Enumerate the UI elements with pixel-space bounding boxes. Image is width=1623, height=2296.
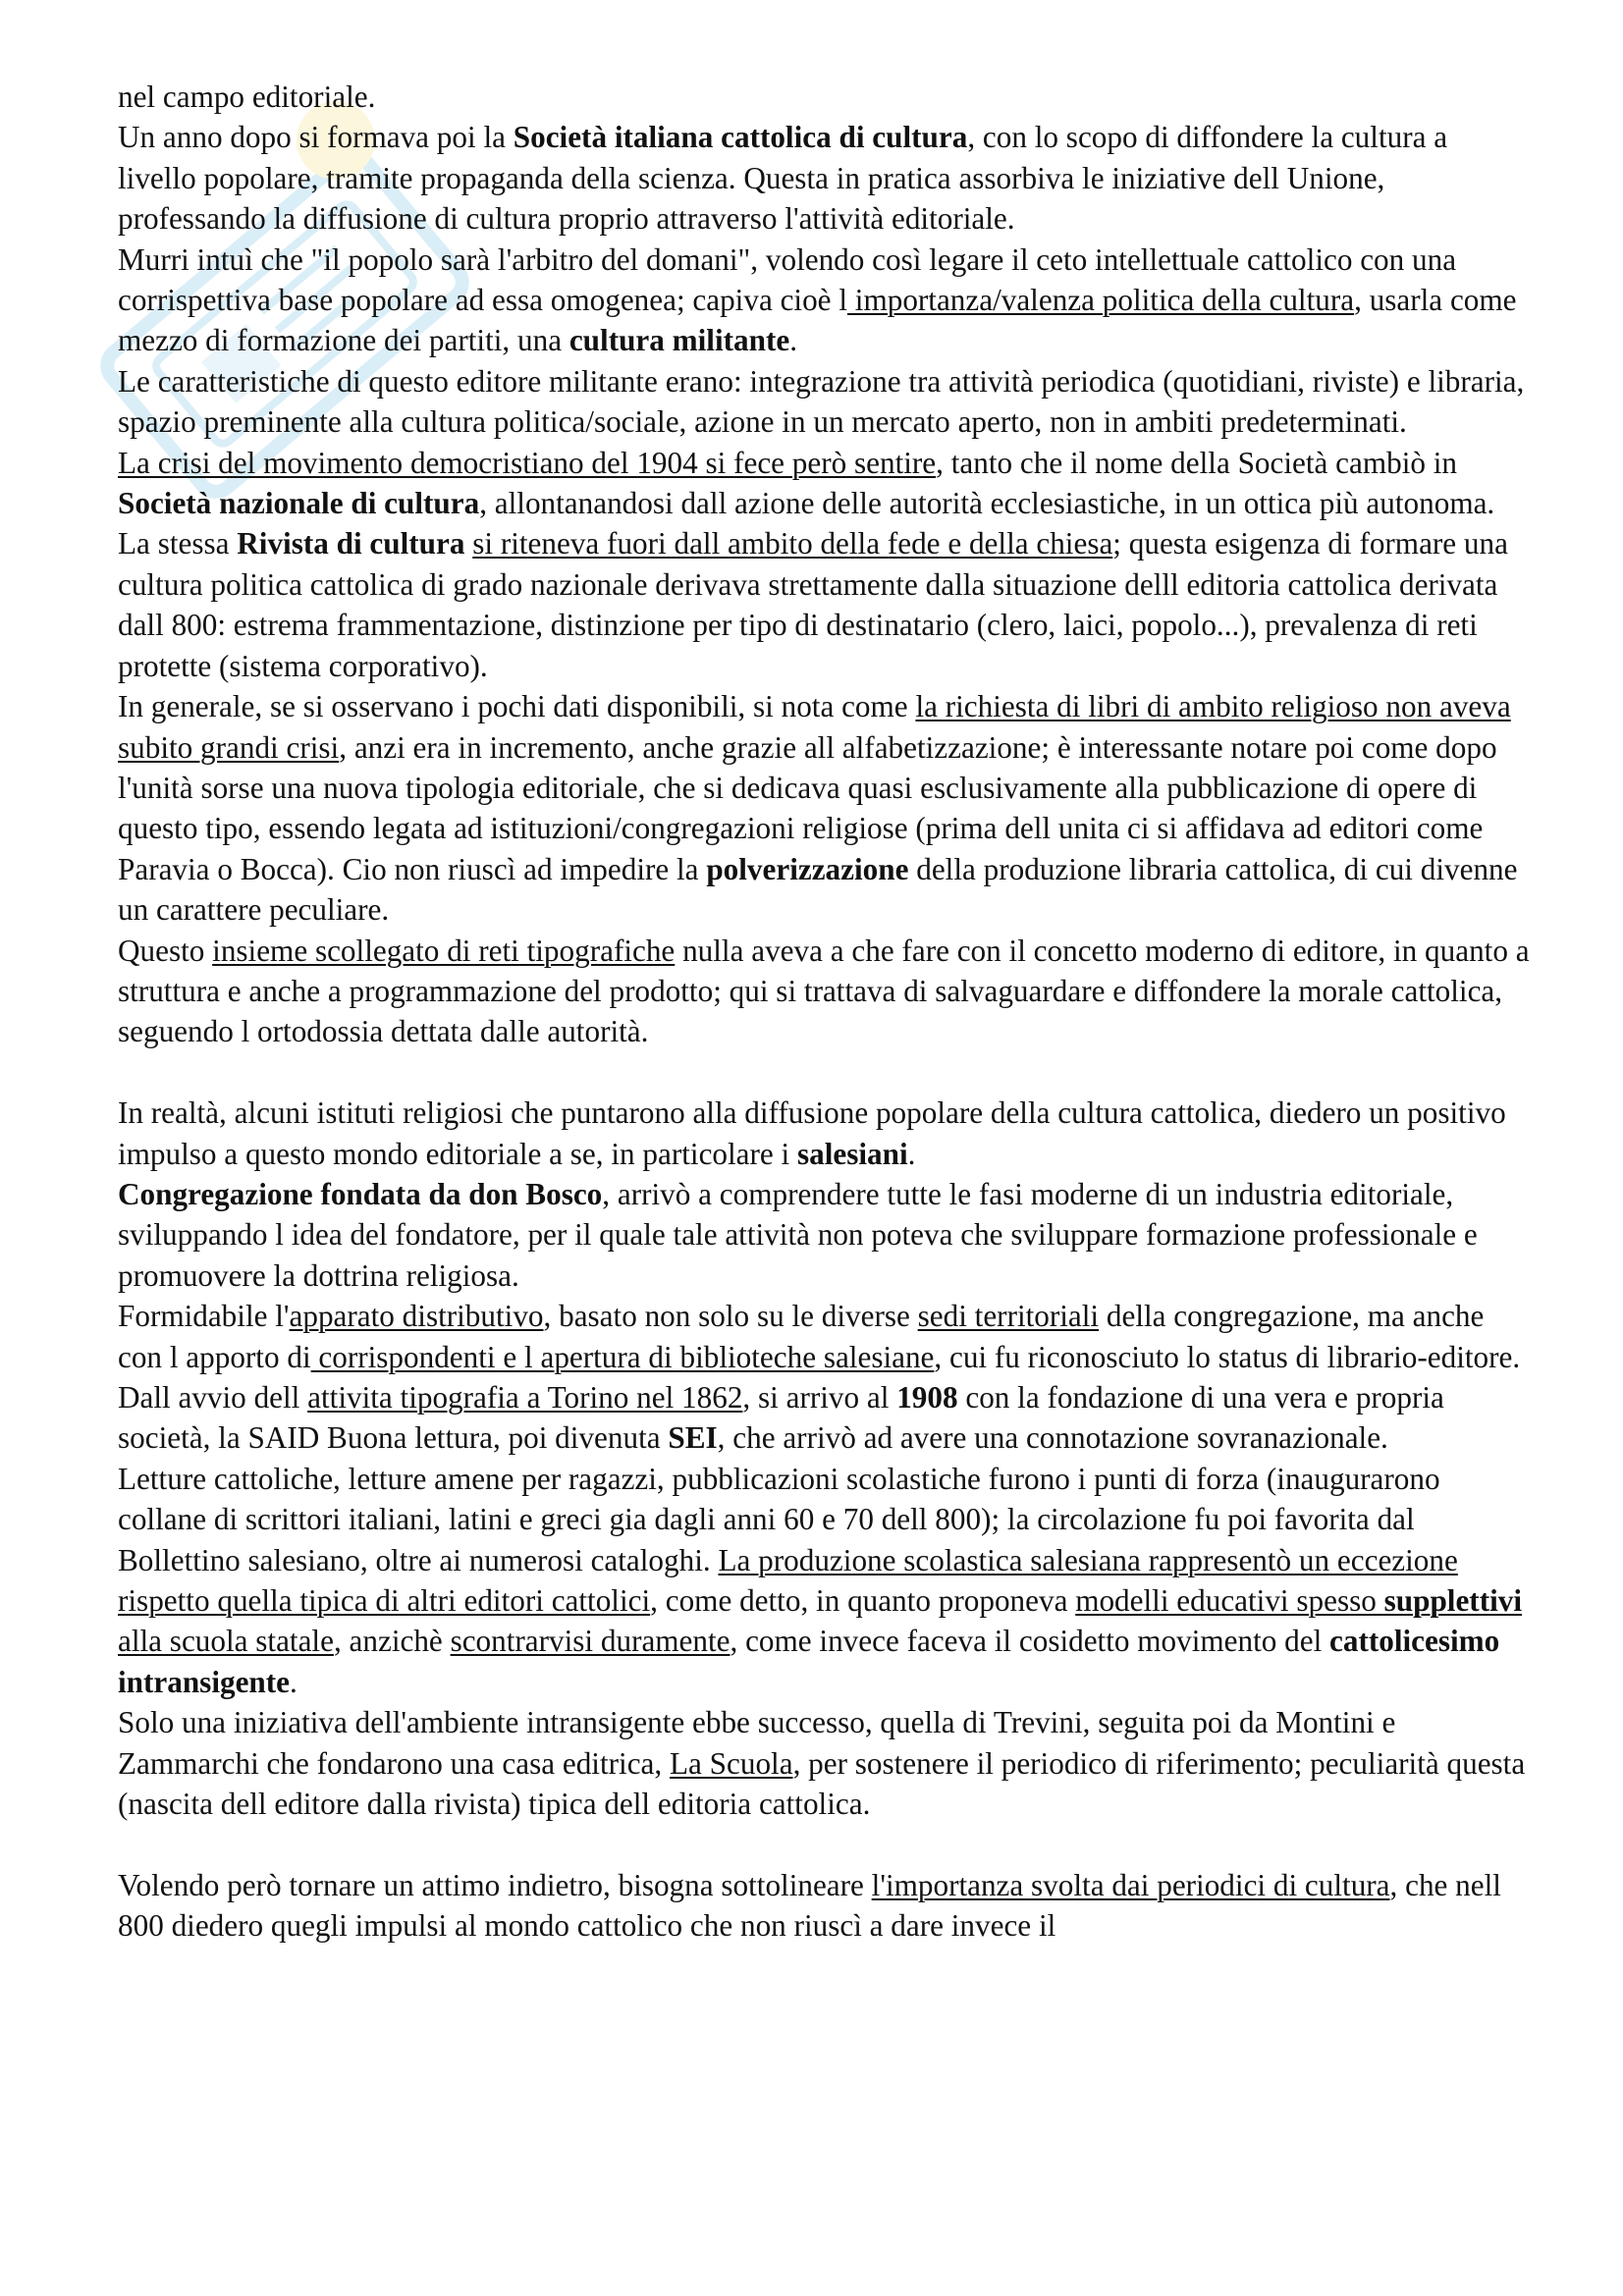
text-run: , anzichè: [333, 1624, 451, 1659]
text-run: ; questa esigenza di formare una cultura politica cattolica di grado nazionale derivava strettamente dalla situazione delll editoria cattolica derivata dall 800: estrema frammentazione, distinzione per tipo di destinatario (clero, laici, popolo...), prevalenza di reti protette (sistema corporativo).: [118, 526, 1508, 683]
paragraph: [118, 686, 1532, 930]
text-run: , allontanandosi dall azione delle autorità ecclesiastiche, in un ottica più autonoma. La stessa: [118, 486, 1495, 561]
paragraph: [118, 1702, 1532, 1824]
text-run: In realtà, alcuni istituti religiosi che puntarono alla diffusione popolare della cultura cattolica, diedero un positivo impulso a questo mondo editoriale a se, in particolare i: [118, 1095, 1506, 1171]
underlined-text: La produzione scolastica salesiana rappresentò un eccezione rispetto quella tipica di altri editori cattolici: [118, 1542, 1458, 1619]
bold-text: 1908: [896, 1379, 958, 1415]
underlined-text: modelli educativi spesso: [1075, 1583, 1384, 1619]
text-run: Solo una iniziativa dell'ambiente intransigente ebbe successo, quella di Trevini, seguita poi da Montini e Zammarchi che fondarono una casa editrica,: [118, 1705, 1396, 1781]
text-run: , usarla come mezzo di formazione dei partiti, una: [118, 283, 1517, 358]
text-run: con la fondazione di una vera e propria società, la SAID Buona lettura, poi divenuta: [118, 1379, 1444, 1456]
paragraph: [118, 931, 1532, 1052]
text-run: Le caratteristiche di questo editore militante erano: integrazione tra attività periodica (quotidiani, riviste) e libraria, spazio preminente alla cultura politica/sociale, azione in un mercato aperto, non in ambiti predeterminati.: [118, 363, 1525, 440]
text-run: nulla aveva a che fare con il concetto moderno di editore, in quanto a struttura e anche a programmazione del prodotto; qui si trattava di salvaguardare e diffondere la morale cattolica, seguendo l ortodossia dettata dalle autorità.: [118, 933, 1530, 1049]
paragraph: [118, 1865, 1532, 1947]
underlined-text: alla scuola statale: [118, 1624, 334, 1659]
paragraph-gap: [118, 1824, 1532, 1864]
bold-text: cultura militante: [568, 323, 790, 358]
underlined-text: importanza/valenza politica della cultura: [847, 283, 1355, 318]
text-run: , come invece faceva il cosidetto movimento del: [730, 1624, 1330, 1659]
underlined-text: attivita tipografia a Torino nel 1862: [307, 1379, 743, 1415]
text-run: Volendo però tornare un attimo indietro, bisogna sottolineare: [118, 1867, 872, 1902]
text-run: In generale, se si osservano i pochi dati disponibili, si nota come: [118, 689, 916, 724]
paragraph: [118, 117, 1532, 239]
underlined-text: sedi territoriali: [917, 1299, 1100, 1334]
underlined-text: scontrarvisi duramente: [450, 1624, 730, 1659]
text-run: Dall avvio dell: [118, 1379, 308, 1415]
bold-text: polverizzazione: [706, 851, 909, 886]
text-run: , che nell 800 diedero quegli impulsi al mondo cattolico che non riuscì a dare invece il: [118, 1867, 1501, 1944]
text-run: .: [907, 1136, 916, 1171]
paragraph: [118, 1377, 1532, 1459]
text-run: .: [290, 1664, 298, 1699]
underlined-text: corrispondenti e l apertura di biblioteche salesiane: [310, 1339, 935, 1374]
underlined-text: l'importanza svolta dai periodici di cultura: [871, 1867, 1390, 1902]
text-run: , basato non solo su le diverse: [543, 1299, 918, 1334]
paragraph: [118, 77, 1532, 117]
text-run: Formidabile l': [118, 1299, 290, 1334]
paragraph: [118, 361, 1532, 443]
underlined-text: apparato distributivo: [289, 1299, 544, 1334]
bold-text: SEI: [668, 1420, 718, 1456]
paragraph: [118, 240, 1532, 361]
text-run: , cui fu riconosciuto lo status di librario-editore.: [934, 1339, 1521, 1374]
bold-text: cattolicesimo intransigente: [118, 1624, 1500, 1699]
paragraph: [118, 443, 1532, 686]
underlined-text: si riteneva fuori dall ambito della fede e della chiesa: [472, 526, 1113, 561]
document-body: [118, 77, 1532, 1947]
text-run: , come detto, in quanto proponeva: [650, 1583, 1076, 1619]
text-run: Questo: [118, 933, 213, 968]
text-run: Murri intuì che "il popolo sarà l'arbitro del domani", volendo così legare il ceto intellettuale cattolico con una corrispettiva base popolare ad essa omogenea; capiva cioè l: [118, 241, 1457, 318]
underlined-text: La crisi del movimento democristiano del 1904 si fece però sentire: [118, 445, 937, 480]
paragraph: [118, 1174, 1532, 1296]
paragraph: [118, 1459, 1532, 1702]
bold-text: Rivista di cultura: [237, 526, 465, 561]
bold-text: Società italiana cattolica di cultura: [513, 120, 968, 155]
text-run: della congregazione, ma anche con l apporto di: [118, 1299, 1485, 1374]
paragraph: [118, 1296, 1532, 1377]
text-run: .: [789, 323, 797, 358]
text-run: nel campo editoriale.: [118, 80, 376, 114]
text-run: , che arrivò ad avere una connotazione sovranazionale.: [717, 1420, 1388, 1456]
underlined-text: La Scuola: [669, 1745, 793, 1781]
text-run: , arrivò a comprendere tutte le fasi moderne di un industria editoriale, sviluppando l idea del fondatore, per il quale tale attività non poteva che sviluppare formazione professionale e promuovere la dottrina religiosa.: [118, 1176, 1478, 1293]
underlined-text: la richiesta di libri di ambito religioso non aveva subito grandi crisi: [118, 689, 1511, 765]
bold-text: Società nazionale di cultura: [118, 486, 480, 521]
text-run: Letture cattoliche, letture amene per ragazzi, pubblicazioni scolastiche furono i punti di forza (inaugurarono collane di scrittori italiani, latini e greci gia dagli anni 60 e 70 dell 800); la circolazione fu poi favorita dal Bollettino salesiano, oltre ai numerosi cataloghi.: [118, 1461, 1440, 1577]
bold-text: Congregazione fondata da don Bosco: [118, 1176, 603, 1211]
text-run: , con lo scopo di diffondere la cultura a livello popolare, tramite propaganda della scienza. Questa in pratica assorbiva le iniziative dell Unione, professando la diffusione di cultura proprio attraverso l'attività editoriale.: [118, 120, 1448, 237]
paragraph: [118, 1093, 1532, 1174]
text-run: , si arrivo al: [742, 1379, 897, 1415]
bold-text: salesiani: [797, 1136, 908, 1171]
paragraph-gap: [118, 1052, 1532, 1093]
underlined-text: insieme scollegato di reti tipografiche: [212, 933, 676, 968]
text-run: , anzi era in incremento, anche grazie all alfabetizzazione; è interessante notare poi come dopo l'unità sorse una nuova tipologia editoriale, che si dedicava quasi esclusivamente alla pubblicazione di opere di questo tipo, essendo legata ad istituzioni/congregazioni religiose (prima dell unita ci si affidava ad editori come Paravia o Bocca). Cio non riuscì ad impedire la: [118, 729, 1497, 886]
text-run: Un anno dopo si formava poi la: [118, 120, 514, 155]
text-run: , tanto che il nome della Società cambiò in: [936, 445, 1458, 480]
text-run: della produzione libraria cattolica, di cui divenne un carattere peculiare.: [118, 851, 1518, 928]
text-run: , per sostenere il periodico di riferimento; peculiarità questa (nascita dell editore dalla rivista) tipica dell editoria cattolica.: [118, 1745, 1526, 1822]
bold-text: supplettivi: [1383, 1583, 1522, 1619]
